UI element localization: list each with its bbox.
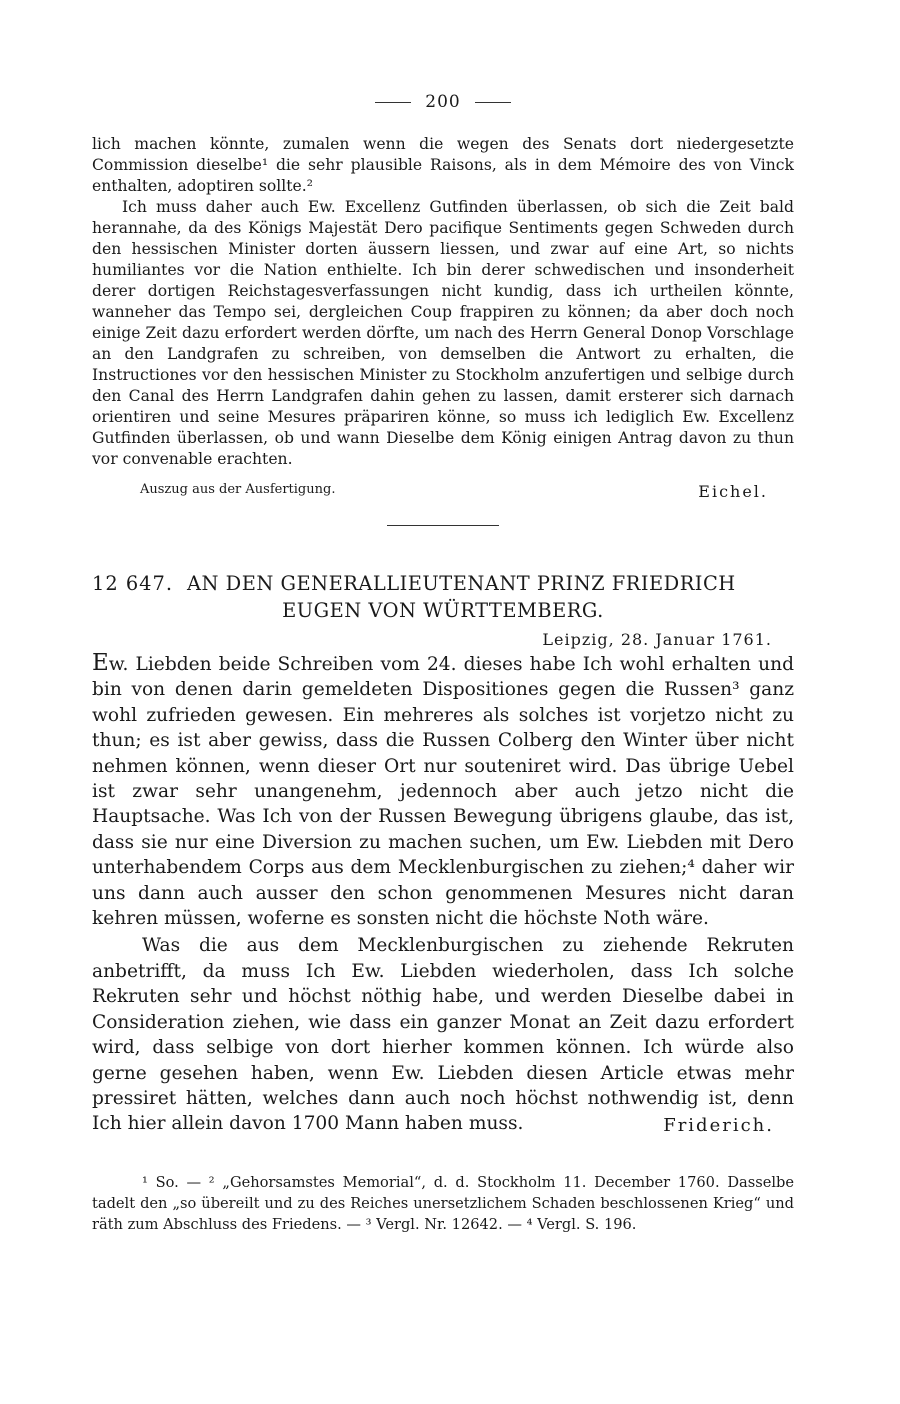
letter-dateline: Leipzig, 28. Januar 1761. [542, 630, 772, 649]
letter-title-line-1: AN DEN GENERALLIEUTENANT PRINZ FRIEDRICH [187, 572, 736, 595]
letter-body [92, 651, 794, 1137]
document-page [92, 92, 794, 1235]
footnote-text: ¹ So. — ² „Gehorsamstes Memorial“, d. d. Stockholm 11. December 1760. Dasselbe tadelt den „so übereilt und zu des Reiches unersetzlichem Schaden beschlossenen Krieg“ und räth zum Abschluss des Friedens. — ³ Vergl. Nr. 12642. — ⁴ Vergl. S. 196. [92, 1173, 794, 1233]
previous-letter [92, 134, 794, 501]
header-dash-left [375, 102, 411, 103]
page-header [92, 92, 794, 112]
previous-letter-signature-line [92, 482, 794, 501]
footnotes [92, 1172, 794, 1235]
letter-heading [92, 570, 794, 624]
previous-letter-paragraph-2: Ich muss daher auch Ew. Excellenz Gutfinden überlassen, ob sich die Zeit bald herannahe, da des Königs Majestät Dero pacifique Sentiments gegen Schweden durch den hessischen Minister dorten äussern liessen, und zwar auf eine Art, so nichts humiliantes vor die Nation enthielte. Ich bin derer schwedischen und insonderheit derer dortigen Reichstagesverfassungen nicht kundig, dass ich urtheilen könnte, wanneher das Tempo sei, dergleichen Coup frappiren zu können; da aber doch noch einige Zeit dazu erfordert werden dörfte, um nach des Herrn General Donop Vorschlage an den Landgrafen zu schreiben, von demselben die Antwort zu erhalten, die Instructiones vor den hessischen Minister zu Stockholm anzufertigen und selbige durch den Canal des Herrn Landgrafen dahin gehen zu lassen, damit ersterer sich darnach orientiren und seine Mesures präpariren könne, so muss ich lediglich Ew. Excellenz Gutfinden überlassen, ob und wann Dieselbe dem König einigen Antrag davon zu thun vor convenable erachten. [92, 198, 794, 468]
signature-friderich: Friderich. [663, 1114, 774, 1136]
source-note: Auszug aus der Ausfertigung. [140, 482, 336, 497]
header-dash-right [475, 102, 511, 103]
page-number: 200 [425, 92, 461, 112]
letter-title-line-2: EUGEN VON WÜRTTEMBERG. [282, 599, 604, 622]
letter-paragraph-1: Ew. Liebden beide Schreiben vom 24. dieses habe Ich wohl erhalten und bin von denen darin gemeldeten Dispositiones gegen die Russen³ ganz wohl zufrieden gewesen. Ein mehreres als solches ist vorjetzo nicht zu thun; es ist aber gewiss, dass die Russen Colberg den Winter über nicht nehmen können, wenn dieser Ort nur souteniret wird. Das übrige Uebel ist zwar sehr unangenehm, jedennoch aber auch jetzo nicht die Hauptsache. Was Ich von der Russen Bewegung übrigens glaube, das ist, dass sie nur eine Diversion zu machen suchen, um Ew. Liebden mit Dero unterhabendem Corps aus dem Mecklenburgischen zu ziehen;⁴ daher wir uns dann auch ausser den schon genommenen Mesures nicht daran kehren müssen, woferne es sonsten nicht die höchste Noth wäre. [92, 650, 794, 930]
signature-eichel: Eichel. [698, 482, 768, 501]
previous-letter-paragraph-1: lich machen könnte, zumalen wenn die wegen des Senats dort niedergesetzte Commission dieselbe¹ die sehr plausible Raisons, als in dem Mémoire des von Vinck enthalten, adoptiren sollte.² [92, 135, 794, 195]
letter-paragraph-2: Was die aus dem Mecklenburgischen zu ziehende Rekruten anbetrifft, da muss Ich Ew. Liebden wiederholen, dass Ich solche Rekruten sehr und höchst nöthig habe, und werden Dieselbe dabei in Consideration ziehen, wie dass ein ganzer Monat an Zeit dazu erfordert wird, dass selbige von dort hierher kommen können. Ich würde also gerne gesehen haben, wenn Ew. Liebden diesen Article etwas mehr pressiret hätten, welches dann auch noch höchst nothwendig ist, denn Ich hier allein davon 1700 Mann haben muss. [92, 935, 794, 1135]
section-divider [387, 525, 499, 526]
letter-number: 12 647. [92, 572, 174, 595]
